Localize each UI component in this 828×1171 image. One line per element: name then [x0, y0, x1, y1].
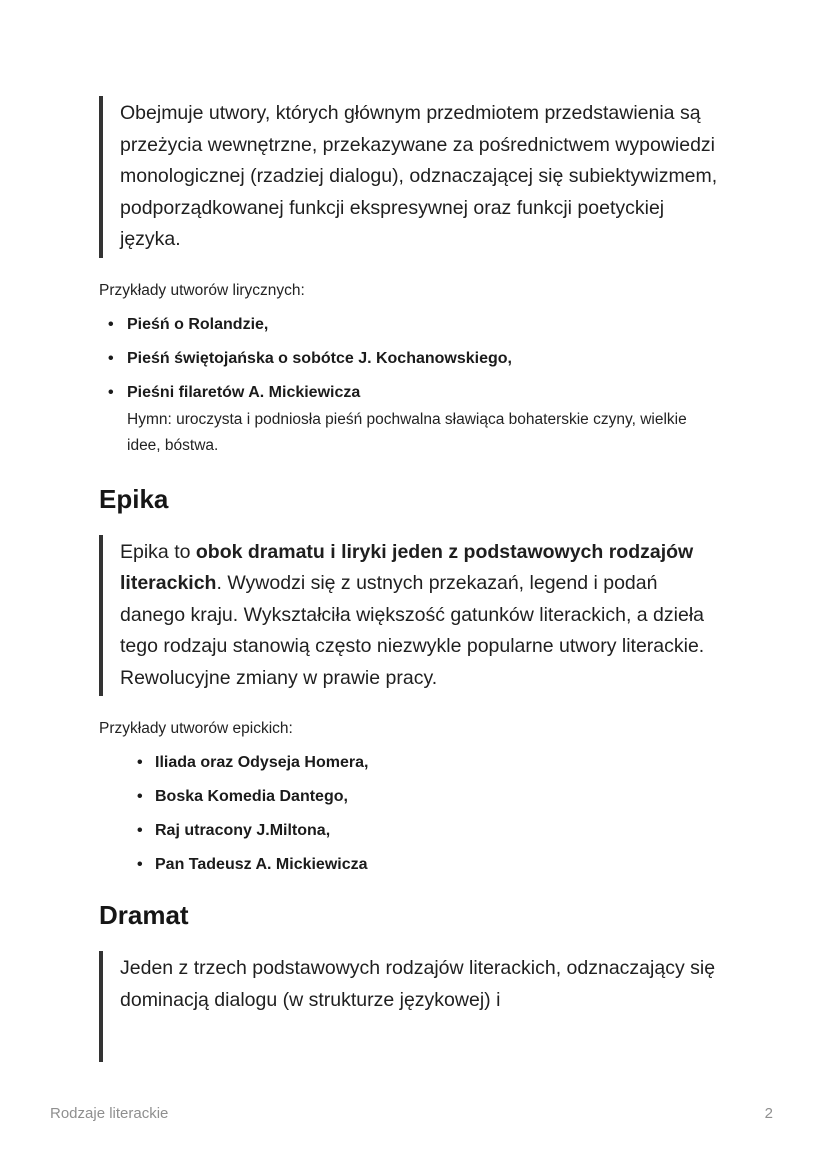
list-item-title: Iliada oraz Odyseja Homera, — [155, 754, 369, 771]
epika-quote-suffix: . Wywodzi się z ustnych przekazań, legend i podań danego kraju. Wykształciła większość gatunków literackich, a dzieła tego rodzaju stanowią często niezwykle popularne utwory literackie. Rewolucyjne zmiany w prawie pracy. — [120, 572, 705, 689]
list-item-title: Pan Tadeusz A. Mickiewicza — [155, 856, 368, 873]
list-item — [99, 752, 723, 773]
liryka-examples-list — [99, 314, 723, 459]
list-item — [99, 820, 723, 841]
list-item — [99, 348, 723, 369]
footer-document-title: Rodzaje literackie — [50, 1105, 169, 1122]
epika-quote-bold: obok dramatu i liryki jeden z podstawowych rodzajów literackich — [120, 540, 694, 594]
dramat-quote-text: Jeden z trzech podstawowych rodzajów literackich, odznaczający się dominacją dialogu (w strukturze językowej) i — [120, 957, 716, 1011]
dramat-quote-block — [99, 951, 723, 1062]
list-item-title: Pieśń o Rolandzie, — [127, 315, 269, 333]
list-item — [99, 382, 723, 459]
list-item-title: Pieśni filaretów A. Mickiewicza — [127, 383, 361, 401]
epika-quote-block — [99, 535, 723, 697]
list-item-title: Pieśń świętojańska o sobótce J. Kochanowskiego, — [127, 349, 512, 367]
list-item — [99, 854, 723, 875]
dramat-heading: Dramat — [99, 900, 189, 930]
epika-examples-list — [99, 752, 723, 875]
list-item-title: Raj utracony J.Miltona, — [155, 822, 331, 839]
liryka-quote-text: Obejmuje utwory, których głównym przedmiotem przedstawienia są przeżycia wewnętrzne, przekazywane za pośrednictwem wypowiedzi monologicznej (rzadziej dialogu), odznaczającej się subiektywizmem, podporządkowanej funkcji ekspresywnej oraz funkcji poetyckiej języka. — [120, 102, 718, 250]
list-item-title: Boska Komedia Dantego, — [155, 788, 348, 805]
list-item — [99, 314, 723, 335]
liryka-examples-label: Przykłady utworów lirycznych: — [99, 281, 305, 299]
liryka-quote-block — [99, 96, 723, 258]
epika-examples-label: Przykłady utworów epickich: — [99, 720, 293, 737]
list-item — [99, 786, 723, 807]
epika-quote-text — [120, 537, 720, 695]
page-content — [99, 96, 723, 1062]
page-footer — [50, 1104, 773, 1124]
footer-page-number: 2 — [764, 1105, 773, 1122]
list-item-note: Hymn: uroczysta i podniosła pieśń pochwalna sławiąca bohaterskie czyny, wielkie idee, bóstwa. — [127, 410, 687, 454]
epika-quote-prefix: Epika to — [120, 540, 196, 563]
epika-heading: Epika — [99, 483, 169, 514]
